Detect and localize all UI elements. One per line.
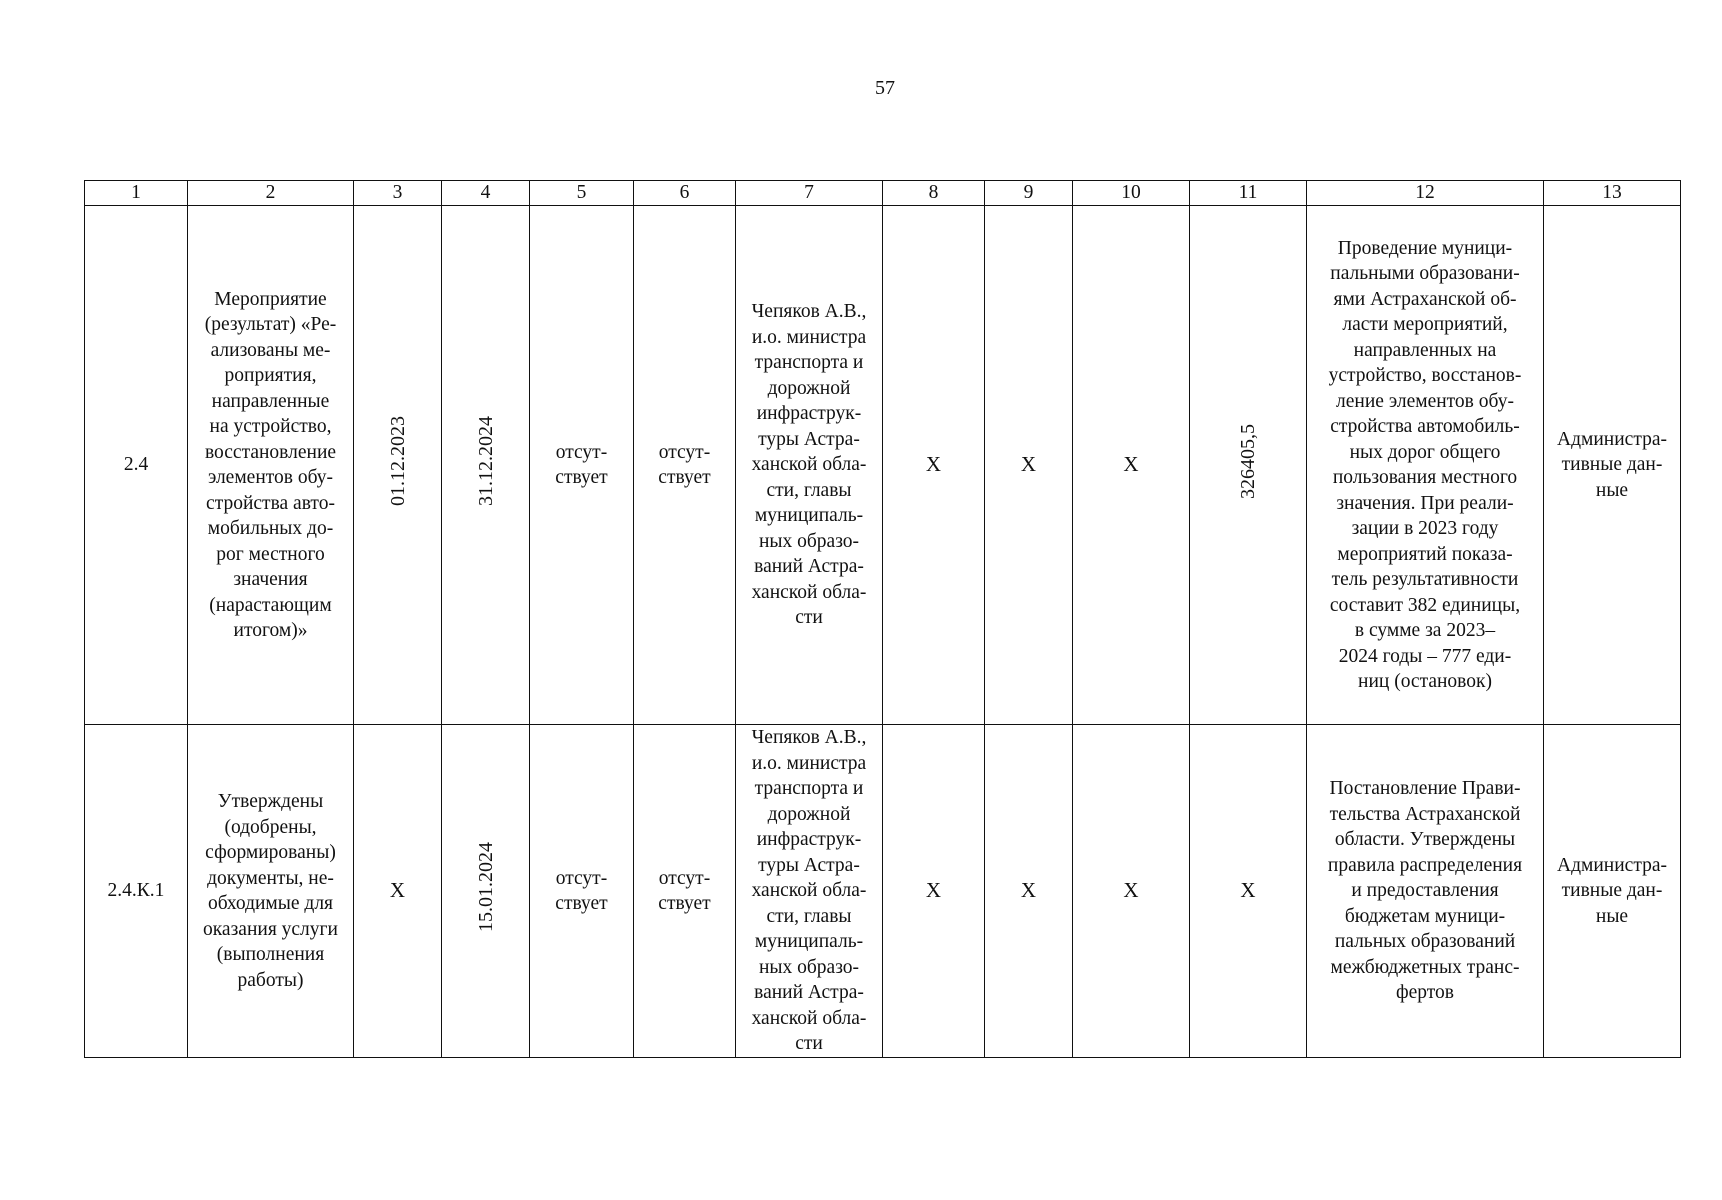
column-number: 5 bbox=[530, 181, 634, 206]
column-9-value: Х bbox=[985, 206, 1073, 725]
column-11-value: 326405,5 bbox=[1190, 206, 1307, 725]
row-number: 2.4 bbox=[85, 206, 188, 725]
column-number: 11 bbox=[1190, 181, 1307, 206]
column-number-row bbox=[85, 181, 1681, 206]
column-9-value: Х bbox=[985, 725, 1073, 1058]
column-8-value: Х bbox=[883, 206, 985, 725]
data-source: Администра- тивные дан- ные bbox=[1544, 725, 1681, 1058]
column-number: 10 bbox=[1073, 181, 1190, 206]
start-date: Х bbox=[354, 725, 442, 1058]
measures-table bbox=[84, 180, 1681, 1058]
end-date: 31.12.2024 bbox=[442, 206, 530, 725]
end-date: 15.01.2024 bbox=[442, 725, 530, 1058]
result-description: Проведение муници- пальными образовани- ями Астраханской об- ласти мероприятий, направленных на устройство, восстанов- ление элементов обу- стройства автомобиль- ных дорог общего пользования местного значения. При реали- зации в 2023 году мероприятий показа- тель результативности составит 382 единицы, в сумме за 2023– 2024 годы – 777 еди- ниц (остановок) bbox=[1307, 206, 1544, 725]
measure-name: Мероприятие (результат) «Ре- ализованы ме- роприятия, направленные на устройство, восстановление элементов обу- стройства авто- мобильных до- рог местного значения (нарастающим итогом)» bbox=[188, 206, 354, 725]
column-number: 12 bbox=[1307, 181, 1544, 206]
measure-name: Утверждены (одобрены, сформированы) документы, не- обходимые для оказания услуги (выполнения работы) bbox=[188, 725, 354, 1058]
column-10-value: Х bbox=[1073, 725, 1190, 1058]
result-description: Постановление Прави- тельства Астраханской области. Утверждены правила распределения и предоставления бюджетам муници- пальных образований межбюджетных транс- фертов bbox=[1307, 725, 1544, 1058]
column-number: 6 bbox=[634, 181, 736, 206]
column-number: 3 bbox=[354, 181, 442, 206]
column-number: 13 bbox=[1544, 181, 1681, 206]
column-8-value: Х bbox=[883, 725, 985, 1058]
data-source: Администра- тивные дан- ные bbox=[1544, 206, 1681, 725]
column-number: 8 bbox=[883, 181, 985, 206]
column-6-value: отсут- ствует bbox=[634, 206, 736, 725]
column-11-value: Х bbox=[1190, 725, 1307, 1058]
column-number: 9 bbox=[985, 181, 1073, 206]
column-5-value: отсут- ствует bbox=[530, 725, 634, 1058]
page-number: 57 bbox=[875, 77, 895, 99]
row-number: 2.4.К.1 bbox=[85, 725, 188, 1058]
column-number: 1 bbox=[85, 181, 188, 206]
column-number: 4 bbox=[442, 181, 530, 206]
responsible-person: Чепяков А.В., и.о. министра транспорта и дорожной инфраструк- туры Астра- ханской обла- сти, главы муниципаль- ных образо- ваний Астра- ханской обла- сти bbox=[736, 725, 883, 1058]
column-6-value: отсут- ствует bbox=[634, 725, 736, 1058]
table-row bbox=[85, 206, 1681, 725]
column-10-value: Х bbox=[1073, 206, 1190, 725]
table-row bbox=[85, 725, 1681, 1058]
column-number: 2 bbox=[188, 181, 354, 206]
responsible-person: Чепяков А.В., и.о. министра транспорта и дорожной инфраструк- туры Астра- ханской обла- сти, главы муниципаль- ных образо- ваний Астра- ханской обла- сти bbox=[736, 206, 883, 725]
start-date: 01.12.2023 bbox=[354, 206, 442, 725]
column-number: 7 bbox=[736, 181, 883, 206]
column-5-value: отсут- ствует bbox=[530, 206, 634, 725]
